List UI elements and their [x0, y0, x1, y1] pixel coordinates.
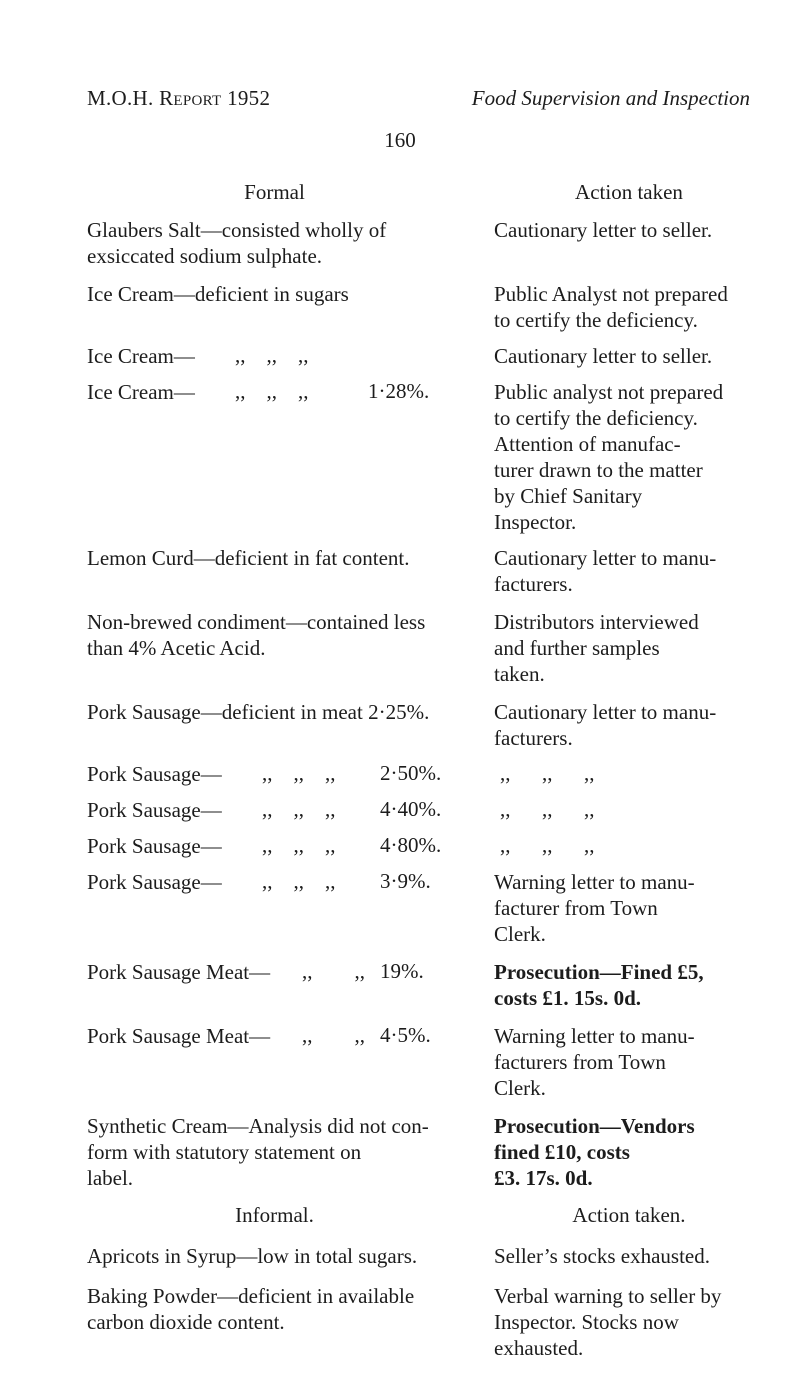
ditto: ,,	[266, 343, 277, 367]
action-glaubers-salt	[494, 217, 774, 243]
action-non-brewed-condiment	[494, 609, 774, 687]
ditto: ,,	[302, 959, 313, 983]
ditto: ,,	[235, 379, 246, 403]
action-text-cont: Inspector. Stocks now	[494, 1310, 679, 1334]
ditto: ,,	[262, 833, 273, 857]
ditto-marks	[302, 959, 365, 984]
ditto: ,,	[298, 379, 309, 403]
action-baking-powder	[494, 1283, 774, 1361]
action-text-cont: exhausted.	[494, 1336, 584, 1360]
action-text-cont: facturers.	[494, 726, 573, 750]
ditto: ,,	[584, 833, 595, 857]
entry-text: Ice Cream—	[87, 344, 195, 368]
entry-text: Baking Powder—deficient in available	[87, 1284, 415, 1308]
ditto: ,,	[500, 833, 511, 857]
ditto-marks	[235, 379, 309, 404]
action-text-cont: £3. 17s. 0d.	[494, 1166, 593, 1190]
ditto-marks	[302, 1023, 365, 1048]
entry-baking-powder	[87, 1283, 462, 1335]
entry-text: Pork Sausage—	[87, 834, 222, 858]
action-text: Warning letter to manu-	[494, 870, 695, 894]
ditto: ,,	[500, 797, 511, 821]
action-text: Warning letter to manu-	[494, 1024, 695, 1048]
entry-value: 4·5%.	[380, 1023, 431, 1047]
ditto: ,,	[302, 1023, 313, 1047]
entry-text: Ice Cream—deficient in sugars	[87, 282, 349, 306]
entry-lemon-curd	[87, 545, 462, 571]
entry-text: Pork Sausage—	[87, 870, 222, 894]
entry-text-cont: than 4% Acetic Acid.	[87, 636, 266, 660]
entry-synthetic-cream	[87, 1113, 462, 1191]
entry-text: Apricots in Syrup—low in total sugars.	[87, 1244, 418, 1268]
entry-glaubers-salt	[87, 217, 462, 269]
action-taken-heading: Action taken	[575, 180, 683, 204]
action-text-cont: fined £10, costs	[494, 1140, 630, 1164]
ditto: ,,	[262, 797, 273, 821]
entry-text-cont: label.	[87, 1166, 134, 1190]
action-text-cont: Clerk.	[494, 922, 546, 946]
ditto: ,,	[293, 833, 304, 857]
entry-value: 4·80%.	[380, 833, 442, 857]
entry-pork-sausage-1	[87, 699, 462, 725]
entry-text: Pork Sausage Meat—	[87, 960, 271, 984]
ditto-marks	[235, 343, 309, 368]
informal-heading: Informal.	[235, 1203, 314, 1227]
action-text-cont: taken.	[494, 662, 545, 686]
action-text: Cautionary letter to seller.	[494, 218, 713, 242]
ditto: ,,	[542, 833, 553, 857]
ditto-marks	[500, 797, 595, 822]
entry-text-cont: carbon dioxide content.	[87, 1310, 285, 1334]
entry-text-cont: exsiccated sodium sulphate.	[87, 244, 323, 268]
formal-heading: Formal	[244, 180, 305, 204]
action-ice-cream-1	[494, 281, 774, 333]
entry-apricots	[87, 1243, 462, 1269]
entry-text: Pork Sausage—	[87, 798, 222, 822]
ditto: ,,	[542, 797, 553, 821]
ditto-marks	[500, 833, 595, 858]
entry-text: Pork Sausage—deficient in meat 2·25%.	[87, 700, 430, 724]
action-text-cont: by Chief Sanitary	[494, 484, 643, 508]
action-text: Prosecution—Fined £5,	[494, 960, 704, 984]
entry-text: Glaubers Salt—consisted wholly of	[87, 218, 387, 242]
action-pork-sausage-meat-1	[494, 959, 774, 1011]
ditto: ,,	[325, 761, 336, 785]
page-number: 160	[384, 128, 416, 152]
ditto: ,,	[354, 959, 365, 983]
action-text-cont: costs £1. 15s. 0d.	[494, 986, 642, 1010]
ditto: ,,	[584, 797, 595, 821]
ditto: ,,	[584, 761, 595, 785]
entry-text: Synthetic Cream—Analysis did not con-	[87, 1114, 429, 1138]
entry-text: Non-brewed condiment—contained less	[87, 610, 426, 634]
action-text: Distributors interviewed	[494, 610, 699, 634]
action-text-cont: to certify the deficiency.	[494, 308, 698, 332]
action-text: Cautionary letter to manu-	[494, 700, 717, 724]
ditto-marks	[262, 869, 336, 894]
ditto-marks	[262, 761, 336, 786]
entry-value: 1·28%.	[368, 379, 430, 403]
ditto: ,,	[542, 761, 553, 785]
ditto: ,,	[500, 761, 511, 785]
ditto: ,,	[266, 379, 277, 403]
action-text-cont: Attention of manufac-	[494, 432, 681, 456]
action-text-cont: turer drawn to the matter	[494, 458, 703, 482]
ditto: ,,	[325, 797, 336, 821]
ditto: ,,	[354, 1023, 365, 1047]
entry-value: 19%.	[380, 959, 424, 983]
entry-value: 4·40%.	[380, 797, 442, 821]
action-text: Cautionary letter to manu-	[494, 546, 717, 570]
action-lemon-curd	[494, 545, 774, 597]
section-header-title: Food Supervision and Inspection	[471, 86, 750, 110]
action-text: Seller’s stocks exhausted.	[494, 1244, 710, 1268]
action-synthetic-cream	[494, 1113, 774, 1191]
action-text-cont: to certify the deficiency.	[494, 406, 698, 430]
ditto: ,,	[262, 869, 273, 893]
action-ice-cream-2	[494, 343, 774, 369]
action-text: Public analyst not prepared	[494, 380, 724, 404]
ditto: ,,	[293, 869, 304, 893]
informal-action-heading: Action taken.	[572, 1203, 686, 1227]
entry-text: Pork Sausage Meat—	[87, 1024, 271, 1048]
entry-text: Pork Sausage—	[87, 762, 222, 786]
action-pork-sausage-1	[494, 699, 774, 751]
action-text-cont: facturers from Town	[494, 1050, 666, 1074]
action-text-cont: and further samples	[494, 636, 660, 660]
ditto: ,,	[325, 869, 336, 893]
ditto: ,,	[325, 833, 336, 857]
action-text-cont: facturer from Town	[494, 896, 658, 920]
action-text: Verbal warning to seller by	[494, 1284, 722, 1308]
ditto-marks	[500, 761, 595, 786]
ditto: ,,	[293, 761, 304, 785]
action-text-cont: facturers.	[494, 572, 573, 596]
entry-text-cont: form with statutory statement on	[87, 1140, 362, 1164]
action-text: Cautionary letter to seller.	[494, 344, 713, 368]
entry-value: 2·50%.	[380, 761, 442, 785]
ditto-marks	[262, 797, 336, 822]
action-pork-sausage-5	[494, 869, 774, 947]
ditto-marks	[262, 833, 336, 858]
action-text-cont: Clerk.	[494, 1076, 546, 1100]
action-text: Public Analyst not prepared	[494, 282, 728, 306]
report-header-title: M.O.H. Report 1952	[87, 86, 271, 110]
ditto: ,,	[262, 761, 273, 785]
action-ice-cream-3	[494, 379, 774, 535]
entry-ice-cream-1	[87, 281, 462, 307]
entry-text: Ice Cream—	[87, 380, 195, 404]
action-text-cont: Inspector.	[494, 510, 577, 534]
ditto: ,,	[298, 343, 309, 367]
action-pork-sausage-meat-2	[494, 1023, 774, 1101]
entry-non-brewed-condiment	[87, 609, 462, 661]
action-apricots	[494, 1243, 774, 1269]
action-text: Prosecution—Vendors	[494, 1114, 695, 1138]
ditto: ,,	[293, 797, 304, 821]
entry-value: 3·9%.	[380, 869, 431, 893]
entry-text: Lemon Curd—deficient in fat content.	[87, 546, 410, 570]
ditto: ,,	[235, 343, 246, 367]
